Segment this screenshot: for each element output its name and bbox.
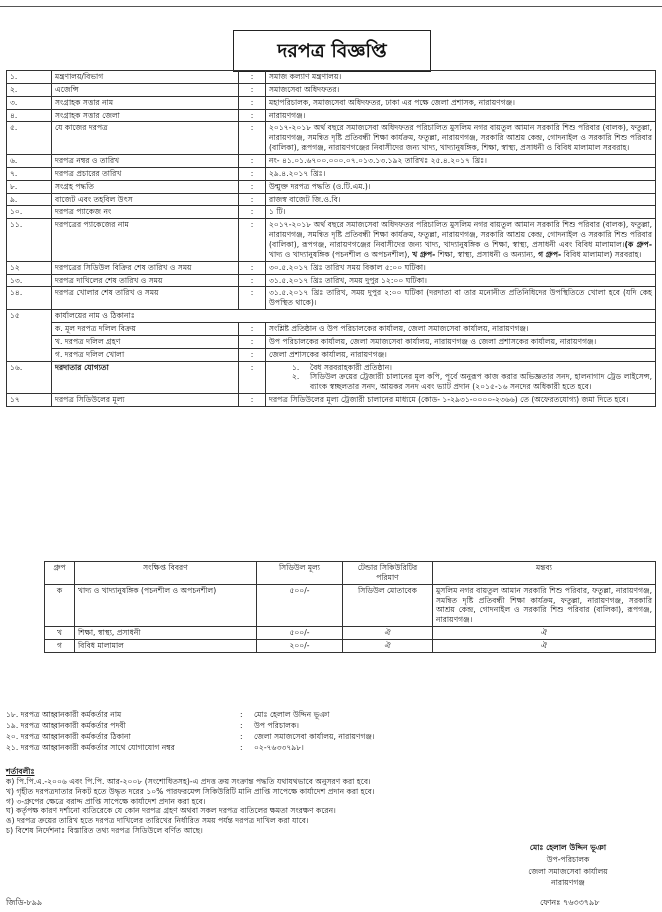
table-row xyxy=(7,155,656,168)
label-cell: খ. দরপত্র দলিল গ্রহণ xyxy=(52,335,239,348)
group-cell: গ xyxy=(45,640,75,653)
serial-cell: ২. xyxy=(7,83,52,96)
description-cell: বিবিধ মালামাল xyxy=(75,640,257,653)
contact-block xyxy=(6,710,656,754)
label-cell: দরপত্র নম্বর ও তারিখ xyxy=(52,155,239,168)
signatory-place: নারায়ণগঞ্জ xyxy=(551,878,585,888)
label-cell: সংগ্রহ পদ্ধতি xyxy=(52,180,239,193)
footer-code: জিডি-৮৯৯ xyxy=(6,898,43,907)
colon-cell: : xyxy=(239,155,266,168)
contact-key: ২০. দরপত্র আহ্বানকারী কর্মকর্তার ঠিকানা xyxy=(6,732,131,741)
signature-block xyxy=(488,842,648,889)
schedule-header: গ্রুপ xyxy=(45,562,75,585)
label-cell: গ. দরপত্র দলিল খোলা xyxy=(52,348,239,361)
description-cell: খাদ্য ও খাদ্যানুষঙ্গিক (পচনশীল ও অপচনশীল) xyxy=(75,584,257,626)
package-text: শিক্ষা, স্বাস্থ্য, প্রসাধনী ও অন্যান্য, xyxy=(435,249,536,259)
label-cell: সংগ্রাহক সত্তার নাম xyxy=(52,96,239,109)
table-row xyxy=(7,109,656,122)
contact-value: ০২-৭৬৩৩৭৯৮। xyxy=(254,743,304,752)
schedule-table xyxy=(44,561,656,653)
office-heading: কার্যালয়ের নাম ও ঠিকানাঃ xyxy=(52,310,656,323)
package-text: সরবরাহ। xyxy=(612,249,642,259)
value-cell: ৩১.৫.২০১৭ খ্রিঃ তারিখ, সময় দুপুর ২:০০ ঘটিকা (দরদাতা বা তার মনোনীত প্রতিনিধিদের উপস্থিতিতে খোলা হবে (যদি কেহ উপস্থিত থাকে)। xyxy=(266,287,656,310)
schedule-header: সিডিউল মূল্য xyxy=(257,562,343,585)
value-cell: দরপত্র সিডিউলের মূল্য ট্রেজারী চালানের মাধ্যমে (কোড- ১-২৯৩১-০০০০-২৩৬৬) তে (অফেরতযোগ্য) জমা দিতে হবে। xyxy=(266,394,656,407)
serial-cell: ৩. xyxy=(7,96,52,109)
table-row xyxy=(7,361,656,394)
table-row xyxy=(7,193,656,206)
signatory-name: মোঃ হেলাল উদ্দিন ভূঞা xyxy=(529,843,607,852)
table-row xyxy=(45,640,656,653)
table-row xyxy=(7,180,656,193)
remarks-cell: মুসলিম নগর বায়তুল আমান সরকারি শিশু পরিবার, ফতুল্লা, নারায়ণগঞ্জ, সমন্বিত দৃষ্টি প্রতিবন্ধী শিক্ষা কার্যক্রম, ফতুল্লা, নারায়ণগঞ্জ, সরকারি আশ্রয় কেন্দ্র, গোদনাইল ও সরকারি শিশু পরিবার (বালিকা), রূপগঞ্জ, নারায়ণগঞ্জ। xyxy=(433,584,656,626)
label-cell: যে কাজের দরপত্র xyxy=(52,122,239,155)
serial-cell: ৯. xyxy=(7,193,52,206)
contact-value: মোঃ হেলাল উদ্দিন ভূঞা xyxy=(254,710,330,719)
description-cell: শিক্ষা, স্বাস্থ্য, প্রসাধনী xyxy=(75,627,257,640)
label-cell: মন্ত্রণালয়/বিভাগ xyxy=(52,71,239,84)
terms-block xyxy=(6,767,656,836)
value-cell: ৩০.৫.২০১৭ খ্রিঃ তারিখ সময় বিকাল ৫:০০ ঘটিকা। xyxy=(266,261,656,274)
value-cell: ২৯.৪.২০১৭ খ্রিঃ। xyxy=(266,167,656,180)
value-cell: উন্মুক্ত দরপত্র পদ্ধতি (ও.টি.এম.)। xyxy=(266,180,656,193)
colon-cell: : xyxy=(239,206,266,219)
table-row xyxy=(7,122,656,155)
serial-cell: ১২ xyxy=(7,261,52,274)
tender-info-table xyxy=(6,70,656,407)
value-cell: মহাপরিচালক, সমাজসেবা অধিদফতর, ঢাকা এর পক্ষে জেলা প্রশাসক, নারায়ণগঞ্জ। xyxy=(266,96,656,109)
value-cell: সংশ্লিষ্ট প্রতিষ্ঠান ও উপ পরিচালকের কার্যালয়, জেলা সমাজসেবা কার্যালয়, নারায়ণগঞ্জ। xyxy=(266,323,656,336)
serial-cell: ১৪. xyxy=(7,287,52,310)
term-item: গ) ৩-গ্রুপের ক্ষেত্রে বরাদ্দ প্রাপ্তি সাপেক্ষে কার্যাদেশ প্রদান করা হবে। xyxy=(6,796,206,806)
price-cell: ২০০/- xyxy=(257,640,343,653)
table-row xyxy=(7,83,656,96)
value-cell: ২০১৭-২০১৮ অর্থ বছরে সমাজসেবা অধিদফতর পরিচালিত মুসলিম নগর বায়তুল আমান সরকারি শিশু পরিবার (বালক), ফতুল্লা, নারায়ণগঞ্জ, সমন্বিত দৃষ্টি প্রতিবন্ধী শিক্ষা কার্যক্রম, ফতুল্লা, নারায়ণগঞ্জ, সরকারি আশ্রয় কেন্দ্র, গোদনাইল ও সরকারি শিশু পরিবার (বালিকা), রূপগঞ্জ, নারায়ণগঞ্জের নিবাসীদের জন্য খাদ্য, খাদ্যানুষঙ্গিক, শিক্ষা, স্বাস্থ্য, প্রসাধনী ও বিবিধ মালামাল সরবরাহ। xyxy=(266,122,656,155)
term-item: ঙ) দরপত্র ক্রয়ের তারিখ হতে দরপত্র দাখিলের তারিখের নির্ধারিত সময় পর্যন্ত দরপত্র দাখিল করা যাবে। xyxy=(6,816,309,826)
schedule-header: টেন্ডার সিকিউরিটির পরিমাণ xyxy=(343,562,433,585)
contact-value: জেলা সমাজসেবা কার্যালয়, নারায়ণগঞ্জ। xyxy=(254,732,375,741)
label-cell: ক. মূল দরপত্র দলিল বিক্রয় xyxy=(52,323,239,336)
package-text: খ গ্রুপ- xyxy=(409,249,436,259)
label-cell: দরপত্র সিডিউলের মূল্য xyxy=(52,394,239,407)
package-text: (ক গ্রুপ- xyxy=(624,240,652,250)
package-text: খাদ্য ও খাদ্যানুষঙ্গিক (পচনশীল ও অপচনশীল), xyxy=(269,249,410,259)
colon-cell: : xyxy=(239,361,266,394)
serial-cell: ৫. xyxy=(7,122,52,155)
table-row xyxy=(45,627,656,640)
table-row xyxy=(7,274,656,287)
item-text: সিডিউল ক্রয়ের ট্রেজারী চালানের মূল কপি, পূর্বে অনুরূপ কাজ করার অভিজ্ঞতার সনদ, হালনাগাদ ট্রেড লাইসেন্স, ব্যাংক স্বচ্ছলতার সনদ, আয়কর সনদ এবং ভ্যাট প্রদান (২০১৫-১৬ সনদের অধিকারী হতে হবে। xyxy=(310,372,652,392)
price-cell: ৫০০/- xyxy=(257,584,343,626)
colon-cell: : xyxy=(239,261,266,274)
table-row xyxy=(7,310,656,323)
terms-heading: শর্তাবলীঃ xyxy=(6,767,35,776)
remarks-cell: ঐ xyxy=(433,627,656,640)
item-number: ২. xyxy=(292,372,300,382)
schedule-header: মন্তব্য xyxy=(433,562,656,585)
colon-cell: : xyxy=(239,96,266,109)
package-text: ২০১৭-২০১৮ অর্থ বছরে সমাজসেবা অধিদফতর পরিচালিত মুসলিম নগর বায়তুল আমান সরকারি শিশু পরিবার (বালক), ফতুল্লা, নারায়ণগঞ্জ, সমন্বিত দৃষ্টি প্রতিবন্ধী শিক্ষা কার্যক্রম, ফতুল্লা, নারায়ণগঞ্জ, সরকারি আশ্রয় কেন্দ্র, গোদনাইল ও সরকারি শিশু পরিবার (বালিকা), রূপগঞ্জ, নারায়ণগঞ্জের নিবাসীদের জন্য খাদ্য, খাদ্যানুষঙ্গিক ও শিক্ষা, স্বাস্থ্য, প্রসাধনী এবং বিবিধ মালামাল। xyxy=(269,220,652,250)
colon-cell: : xyxy=(239,122,266,155)
colon-cell: : xyxy=(239,287,266,310)
security-cell: ঐ xyxy=(343,640,433,653)
label-cell: দরপত্র খোলার শেষ তারিখ ও সময় xyxy=(52,287,239,310)
serial-cell: ১০. xyxy=(7,206,52,219)
serial-cell: ৪. xyxy=(7,109,52,122)
table-row xyxy=(7,348,656,361)
label-cell: দরপত্রের সিডিউল বিক্রির শেষ তারিখ ও সময় xyxy=(52,261,239,274)
label-cell: দরপত্র প্রচারের তারিখ xyxy=(52,167,239,180)
contact-key: ১৮. দরপত্র আহ্বানকারী কর্মকর্তার নাম xyxy=(6,710,122,719)
package-text: বিবিধ মালামাল) xyxy=(561,249,613,259)
eligibility-cell xyxy=(266,361,656,394)
term-item: ঘ) কর্তৃপক্ষ কারণ দর্শানো ব্যতিরেকে যে কোন দরপত্র গ্রহণ অথবা সকল দরপত্র বাতিলের ক্ষমতা সংরক্ষণ করেন। xyxy=(6,806,336,816)
colon-cell: : xyxy=(239,394,266,407)
serial-cell: ৬. xyxy=(7,155,52,168)
label-cell: দরপত্র প্যাকেজ নং xyxy=(52,206,239,219)
colon-cell: : xyxy=(239,167,266,180)
serial-cell: ১১. xyxy=(7,219,52,261)
serial-cell: ১. xyxy=(7,71,52,84)
table-row xyxy=(7,261,656,274)
signatory-title: উপ-পরিচালক xyxy=(546,854,590,864)
top-strip xyxy=(0,0,662,7)
item-number: ১. xyxy=(292,362,300,372)
group-cell: খ xyxy=(45,627,75,640)
security-cell: ঐ xyxy=(343,627,433,640)
serial-cell: ৭. xyxy=(7,167,52,180)
colon-cell: : xyxy=(239,348,266,361)
table-row xyxy=(7,71,656,84)
value-cell: নং- ৪১.০১.৬৭০০.০০০.০৭.০১৩.১৩.১৯২ তারিখঃ ২৫.৪.২০১৭ খ্রিঃ। xyxy=(266,155,656,168)
value-cell: ১ টি। xyxy=(266,206,656,219)
table-row xyxy=(45,584,656,626)
contact-row: ২১. দরপত্র আহ্বানকারী কর্মকর্তার সাথে যোগাযোগ নম্বর : ০২-৭৬৩৩৭৯৮। xyxy=(6,743,304,752)
label-cell: এজেন্সি xyxy=(52,83,239,96)
serial-cell: ৮. xyxy=(7,180,52,193)
value-cell: সমাজ কল্যাণ মন্ত্রণালয়। xyxy=(266,71,656,84)
table-row xyxy=(7,335,656,348)
schedule-header-row xyxy=(45,562,656,585)
value-cell: রাজস্ব বাজেট জি.ও.বি। xyxy=(266,193,656,206)
colon-cell: : xyxy=(239,274,266,287)
colon-cell: : xyxy=(239,323,266,336)
value-cell xyxy=(266,219,656,261)
label-cell: বাজেট এবং তহবিল উৎস xyxy=(52,193,239,206)
colon-cell: : xyxy=(239,180,266,193)
schedule-header: সংক্ষিপ্ত বিবরণ xyxy=(75,562,257,585)
label-cell: সংগ্রাহক সত্তার জেলা xyxy=(52,109,239,122)
colon-cell: : xyxy=(239,71,266,84)
eligibility-item xyxy=(292,363,652,373)
label-cell: দরপত্রের প্যাকেজের নাম xyxy=(52,219,239,261)
colon-cell: : xyxy=(239,109,266,122)
table-row xyxy=(7,323,656,336)
colon-cell: : xyxy=(239,219,266,261)
contact-row: ২০. দরপত্র আহ্বানকারী কর্মকর্তার ঠিকানা : জেলা সমাজসেবা কার্যালয়, নারায়ণগঞ্জ। xyxy=(6,732,375,741)
remarks-cell: ঐ xyxy=(433,640,656,653)
price-cell: ৫০০/- xyxy=(257,627,343,640)
signatory-office: জেলা সমাজসেবা কার্যালয় xyxy=(528,866,608,876)
value-cell: সমাজসেবা অধিদফতর। xyxy=(266,83,656,96)
colon-cell: : xyxy=(239,335,266,348)
notice-title: দরপত্র বিজ্ঞপ্তি xyxy=(233,30,431,72)
term-item: ক) পি.পি.এ.-২০০৬ এবং পি.পি. আর-২০০৮ (সংশোধিতসহ)-এ প্রদত্ত ক্রয় সংক্রান্ত পদ্ধতি যথাযথভাবে অনুসরণ করা হবে। xyxy=(6,776,371,786)
label-cell: দরপত্র দাখিলের শেষ তারিখ ও সময় xyxy=(52,274,239,287)
contact-value: উপ পরিচালক। xyxy=(254,721,299,730)
table-row xyxy=(7,219,656,261)
colon-cell: : xyxy=(239,193,266,206)
table-row xyxy=(7,206,656,219)
item-text: বৈধ সরবরাহকারী প্রতিষ্ঠান। xyxy=(310,362,392,372)
value-cell: ৩১.৫.২০১৭ খ্রিঃ তারিখ, সময় দুপুর ১২:০০ ঘটিকা। xyxy=(266,274,656,287)
colon-cell: : xyxy=(239,83,266,96)
table-row xyxy=(7,394,656,407)
group-cell: ক xyxy=(45,584,75,626)
contact-key: ১৯. দরপত্র আহ্বানকারী কর্মকর্তার পদবী xyxy=(6,721,126,730)
table-row xyxy=(7,167,656,180)
contact-row: ১৮. দরপত্র আহ্বানকারী কর্মকর্তার নাম : মোঃ হেলাল উদ্দিন ভূঞা xyxy=(6,710,330,719)
serial-cell: ১৬. xyxy=(7,361,52,394)
package-text: গ গ্রুপ- xyxy=(535,249,562,259)
table-row xyxy=(7,96,656,109)
security-cell: সিডিউল মোতাবেক xyxy=(343,584,433,626)
serial-cell: ১৩. xyxy=(7,274,52,287)
table-row xyxy=(7,287,656,310)
value-cell: জেলা প্রশাসকের কার্যালয়, নারায়ণগঞ্জ। xyxy=(266,348,656,361)
serial-cell: ১৫ xyxy=(7,310,52,361)
contact-key: ২১. দরপত্র আহ্বানকারী কর্মকর্তার সাথে যোগাযোগ নম্বর xyxy=(6,743,175,752)
term-item: চ) বিশেষ নির্দেশনাঃ বিস্তারিত তথ্য দরপত্র সিডিউলে বর্ণিত আছে। xyxy=(6,826,203,836)
value-cell: নারায়ণগঞ্জ। xyxy=(266,109,656,122)
eligibility-item xyxy=(292,372,652,392)
contact-row: ১৯. দরপত্র আহ্বানকারী কর্মকর্তার পদবী : উপ পরিচালক। xyxy=(6,721,299,730)
serial-cell: ১৭ xyxy=(7,394,52,407)
signatory-phone: ফোনঃ ৭৬৩৩৭৯৮ xyxy=(540,898,600,907)
label-cell: দরদাতার যোগ্যতা xyxy=(52,361,239,394)
value-cell: উপ পরিচালকের কার্যালয়, জেলা সমাজসেবা কার্যালয়, নারায়ণগঞ্জ ও জেলা প্রশাসকের কার্যালয়, নারায়ণগঞ্জ। xyxy=(266,335,656,348)
term-item: খ) গৃহীত দরপত্রদাতার নিকট হতে উদ্ধৃত দরের ১০% পারফরমেন্স সিকিউরিটি মানি প্রাপ্তি সাপেক্ষে কার্যাদেশ প্রদান করা হবে। xyxy=(6,786,375,796)
